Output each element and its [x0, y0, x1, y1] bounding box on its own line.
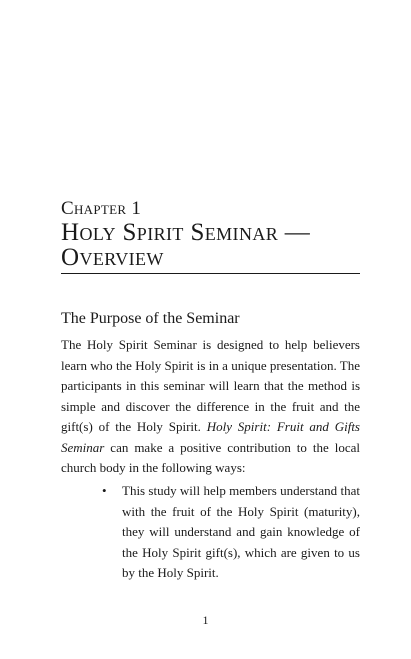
chapter-title-line-1: Holy Spirit Seminar —: [61, 219, 311, 246]
chapter-label: Chapter 1: [61, 198, 142, 219]
paragraph-text-1: The Holy Spirit Seminar is designed to help believers learn who the Holy Spirit is in a unique presentation. The participants in this seminar will learn that the method is simple and discover the difference in the fruit and the gift(s) of the Holy Spirit.: [61, 337, 360, 434]
page-number: 1: [202, 613, 209, 627]
bullet-text: This study will help members understand that with the fruit of the Holy Spirit (maturity), they will understand and gain knowledge of the Holy Spirit gift(s), which are given to us by the Holy Spirit.: [122, 483, 360, 580]
title-divider: [61, 273, 360, 274]
bullet-list: [100, 481, 360, 584]
paragraph-text-2: can make a positive contribution to the local church body in the following ways:: [61, 439, 360, 475]
paragraph-italic-title: Holy Spirit: Fruit and Gifts Seminar: [61, 419, 360, 455]
list-item: [100, 481, 360, 584]
chapter-title: [61, 220, 361, 270]
body-paragraph: [61, 335, 360, 479]
chapter-title-line-2: Overview: [61, 244, 164, 271]
bullet-marker: •: [102, 483, 107, 498]
section-heading: The Purpose of the Seminar: [61, 310, 240, 327]
